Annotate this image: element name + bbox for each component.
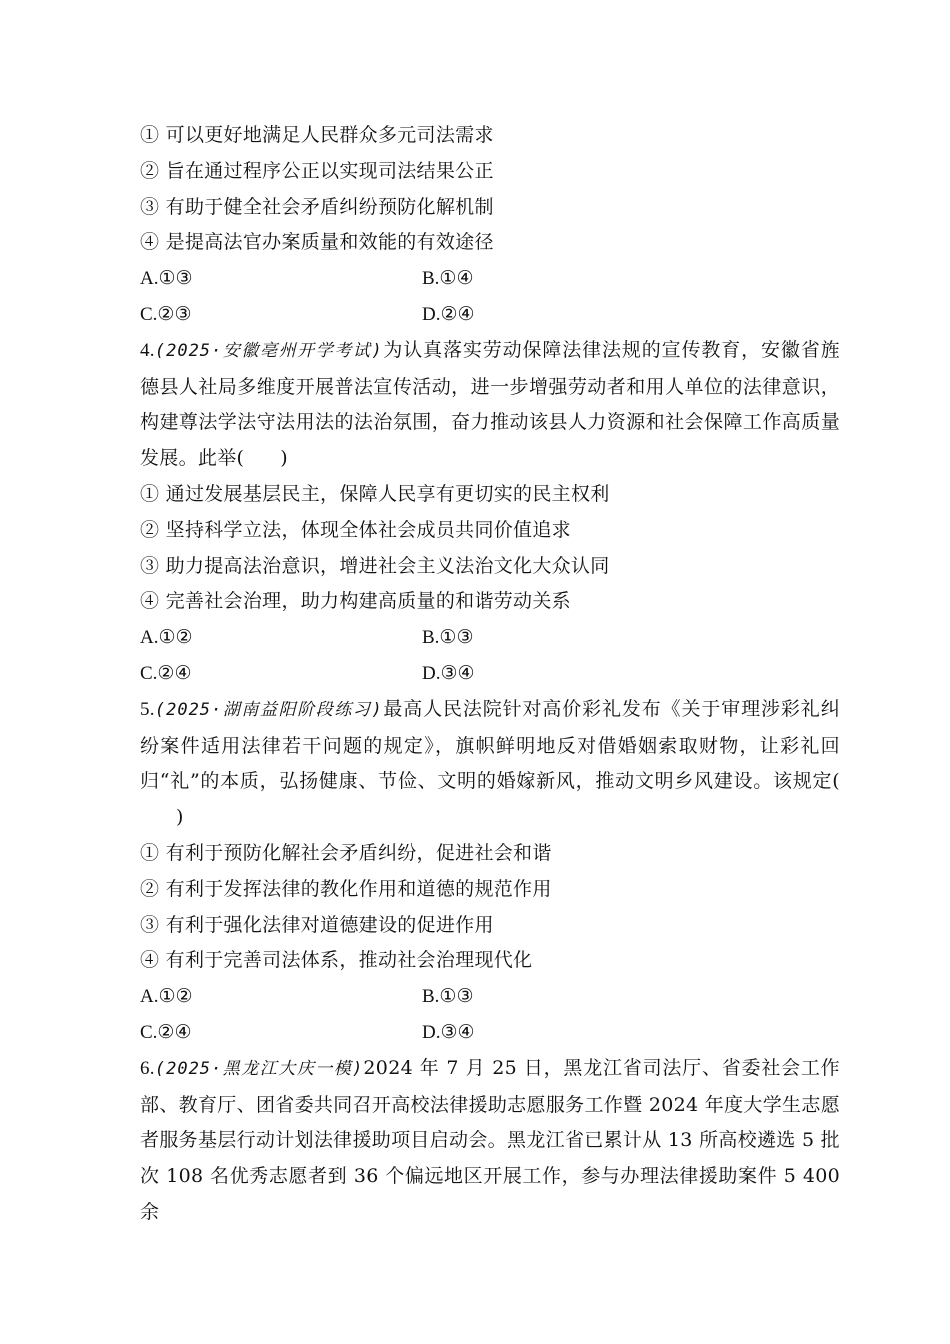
- q3-choices-row-2: [140, 297, 840, 333]
- q5-option-1: ① 有利于预防化解社会矛盾纠纷，促进社会和谐: [140, 841, 552, 864]
- q3-option-2: ② 旨在通过程序公正以实现司法结果公正: [140, 159, 494, 182]
- q5-stem-close: ): [176, 806, 184, 829]
- q4-choice-a: A.①②: [140, 627, 193, 649]
- q5-choices-row-1: [140, 979, 840, 1015]
- q5-choice-a: A.①②: [140, 986, 193, 1008]
- q3-choice-c: C.②③: [140, 303, 192, 325]
- q5-choice-b: B.①③: [422, 986, 474, 1008]
- q4-choice-b: B.①③: [422, 627, 474, 649]
- q4-choices-row-1: [140, 620, 840, 656]
- q4-choice-d: D.③④: [422, 662, 475, 684]
- q5-number: 5.: [140, 698, 155, 720]
- q5-option-4: ④ 有利于完善司法体系，推动社会治理现代化: [140, 949, 533, 972]
- q4-source: (2025·安徽亳州开学考试): [154, 340, 383, 361]
- q3-option-1: ① 可以更好地满足人民群众多元司法需求: [140, 124, 494, 146]
- q4-number: 4.: [140, 339, 155, 361]
- q5-choice-d: D.③④: [422, 1021, 475, 1043]
- q3-option-4: ④ 是提高法官办案质量和效能的有效途径: [140, 231, 494, 254]
- q4-choice-c: C.②④: [140, 662, 192, 684]
- question-4: [140, 333, 840, 692]
- q4-choices-row-2: [140, 656, 840, 692]
- q4-option-4: ④ 完善社会治理，助力构建高质量的和谐劳动关系: [140, 590, 571, 613]
- q6-stem-text: 2024 年 7 月 25 日，黑龙江省司法厅、省委社会工作部、教育厅、团省委共同召开高校法律援助志愿服务工作暨 2024 年度大学生志愿者服务基层行动计划法律援助项目启动会。黑龙江省已累计从 13 所高校遴选 5 批次 108 名优秀志愿者到 36 个偏远地区开展工作，参与办理法律援助案件 5 400 余: [140, 1056, 840, 1223]
- q5-option-3: ③ 有利于强化法律对道德建设的促进作用: [140, 913, 494, 936]
- q5-source: (2025·湖南益阳阶段练习): [154, 699, 383, 720]
- q3-choice-d: D.②④: [422, 303, 475, 325]
- q4-option-1: ① 通过发展基层民主，保障人民享有更切实的民主权利: [140, 482, 610, 505]
- q3-option-3: ③ 有助于健全社会矛盾纠纷预防化解机制: [140, 195, 494, 218]
- q5-choice-c: C.②④: [140, 1021, 192, 1043]
- q4-option-3: ③ 助力提高法治意识，增进社会主义法治文化大众认同: [140, 554, 610, 577]
- q6-number: 6.: [140, 1057, 155, 1079]
- question-5: [140, 692, 840, 1051]
- question-3: [140, 118, 840, 333]
- q5-option-2: ② 有利于发挥法律的教化作用和道德的规范作用: [140, 877, 552, 900]
- q4-stem: [140, 333, 840, 477]
- q5-stem: [140, 692, 840, 836]
- q4-stem-text: 为认真落实劳动保障法律法规的宣传教育，安徽省旌德县人社局多维度开展普法宣传活动，进一步增强劳动者和用人单位的法律意识，构建尊法学法守法用法的法治氛围，奋力推动该县人力资源和社会保障工作高质量发展。此举(: [140, 338, 840, 470]
- q6-source: (2025·黑龙江大庆一模): [154, 1058, 364, 1079]
- q5-stem-text: 最高人民法院针对高价彩礼发布《关于审理涉彩礼纠纷案件适用法律若干问题的规定》，旗帜鲜明地反对借婚姻索取财物，让彩礼回归“礼”的本质，弘扬健康、节俭、文明的婚嫁新风，推动文明乡风建设。该规定(: [140, 697, 840, 793]
- q5-choices-row-2: [140, 1015, 840, 1051]
- document-page: [140, 118, 840, 1231]
- q4-option-2: ② 坚持科学立法，体现全体社会成员共同价值追求: [140, 518, 571, 541]
- q3-choice-b: B.①④: [422, 268, 474, 290]
- q3-choices-row-1: [140, 261, 840, 297]
- q3-choice-a: A.①③: [140, 268, 193, 290]
- question-6: [140, 1051, 840, 1231]
- q6-stem: [140, 1051, 840, 1231]
- q4-stem-close: ): [280, 447, 288, 470]
